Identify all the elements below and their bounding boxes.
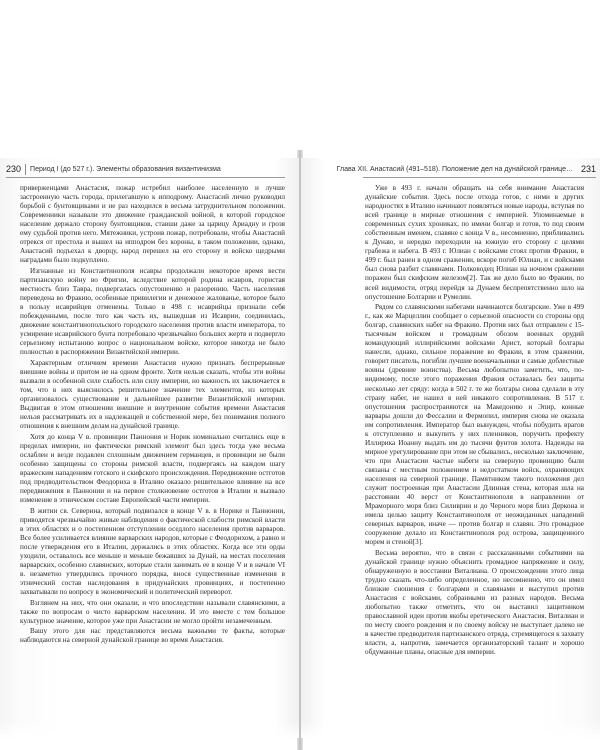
page-number-right: 231	[580, 164, 596, 174]
paragraph: Взглянем на них, что они оказали, и что впоследствии называли славянскими, а также по вопросам о чисто варварском населении. И это вместе с тем большое культурное значение, которое уже при Анастасии не могло пройти незамеченным.	[20, 598, 285, 625]
header-separator	[25, 164, 26, 175]
right-running-head-title: Глава XII. Анастасий (491–518). Положение дел на дунайской границе…	[336, 165, 573, 173]
paragraph: Весьма вероятно, что в связи с рассказанными событиями на дунайской границе нужно объяснить громадное напряжение и силу, обнаруженную в восстании Виталиана. О происхождении этого лица трудно сказать что-либо определенное, но несомненно, что он имел близкие сношения с болгарами и славянами и выступил против Анастасия с войсками, собранными из разных народов. Весьма любопытно также отметить, что он выставил защитником православной идеи против якобы еретического Анастасия. Виталиан и по месту своего рождения и по своему войску не выступает далеко не в качестве предводителя партизанского отряда, стремящегося к захвату власти, а, напротив, замечается организаторский талант и хорошо обдуманные планы, опасные для империи.	[365, 548, 584, 657]
paragraph: Уже в 493 г. начали обращать на себя внимание Анастасия дунайские события. Здесь после отхода готов, с ними в других народностях в Италию начинают появляться новые народы, вступая по всей границе в мирные отношения с империей. Упоминаемые в современных сухих хрониках, по имени болгар и готов, то под своим собственным именем, славяне с конца V в., несомненно, прибливались к Дунаю, и нередко переходили на южную его сторону с целями грабежа и набега. В 493 г. Юлиан с войсками стоял против Фракии, в 499 г. был ранен в одном сражении, вскоре погиб Юлиан, и с войсками был снова разбит славянами. Полководец Юлиан на ночном сражении поражен был скифским железом[2]. Так же дело было во Фракии, по всей видимости, отряд перейдя за Дунаем беспрепятственно шло на опустошение Болгарии и Румелии.	[365, 184, 584, 301]
left-running-head-title: Период I (до 527 г.). Элементы образования византинизма	[30, 165, 221, 173]
paragraph: Рядом со славянскими набегами начинаются болгарские. Уже в 499 г., как же Марцеллин сообщает о серьезной опасности со стороны орд болгар, славянских набег на Фракию. Против них был отправлен с 15-тысячным войском и громадным обозом военных орудий командующий иллирийскими войсками Арист, который болгары нанесли, однако, сильное поражение во Фракии, в этом сражении, говорит писатель, погибли лучшие военачальники и самые доблестные воины (древние воинства). Весьма любопытно заметить, что, по-видимому, после этого поражения Фракия оставалась без защиты несколько лет сряду: когда в 502 г. те же болгары снова сделали в эту страну набег, не нашел в ней никакого сопротивления. В 517 г. опустошения распространяются на Македонию и Эпир, конные варвары дошли до Фессалии и Фермопил, империя снова не оказала им сопротивления. Император был вынужден, чтобы побудить врагов к отступлению и выкупить у них пленников, поручить префекту Иллирика Иоанну выдать им до тысячи фунтов золота. Надежды на мирное урегулирование при этом не сбывались, несколько заключение, что при Анастасии частые набеги на северную провинцию были связаны с местным положением и недостатком войск, охраняющих населения на северной границе. Памятником такого положения дел служит построенная при Анастасии Длинная стена, которая шла на расстоянии 40 верст от Константинополя в направлении от Мраморного моря близ Силиврии и до Черного моря близ Деркона и имела целью защиту Константинополя от неожиданных нападений северных варваров, иначе — против болгар и славян. Это громадное сооружение делало из Константинополя род острова, защищенного морем и стеной[3].	[365, 303, 584, 547]
paragraph: Характерным отличием времени Анастасия нужно признать беспрерывные внешние войны и притом не на одном фронте. Хотя нельзя сказать, чтобы эти войны вызвали в особенной силе слабость или силу империи, но важность их заключается в том, что в них выяснилось решительное значение тех элементов, из которых организовалось существование и дальнейшее развитие Византийской империи. Выдвигая в этом отношении внешние и внутренние события времени Анастасия нельзя рассматривать их в надлежащей и собственной мере, без понимания полного отношения к внешним делам на дунайской границе.	[20, 358, 285, 431]
left-page-body	[20, 184, 285, 647]
paragraph: В житии св. Северина, который подвизался в конце V в. в Норике и Паннонии, приводятся чрезвычайно живые наблюдения о фактической слабости римской власти в этих областях и о постепенном отступлении оседлого населения против варваров. Все более усиливается влияние варварских народов, которые с Феодорихом, а равно и после утверждения его в Италии, держались в этих областях. Когда все эти орды уходили, оставалось все меньше и меньше бежавших за Дунай, на местах поселения варварских, особенно славянских, которые стали занимать ее в конце V и в начале VI в. незаметно утвердились прочного порядка, внося существенные изменения в этнический состав наследования в придунайских провинциях, и постепенно захватывали по вопросу в экономический и политический переворот.	[20, 506, 285, 597]
paragraph: Вашу этого для нас представляются весьма важными те факты, которые наблюдаются на северной дунайской границе во время Анастасия.	[20, 627, 285, 645]
paragraph: Изгнанные из Константинополя исавры продолжали некоторое время вести партизанскую войну во Фригии, вследствие которой родина исавров, гористая местность близ Тавра, подвергалась опустошению и разорению. Часть населения переведена во Фракию, особенные привилегии и денежное жалованье, которое было в пользу исаврийцев отменены. Только в 498 г. исаврийцы признали себя побежденными, после того как часть их, вышедшая из Исаврии, соединилась, движение константинопольского городского населения против власти императора, то усмирение исаврийского бунта потребовало чрезвычайно больших жертв и подвергло серьезному испытанию вопрос о национальном войске, которое никогда не было полностью в распоряжении Византийской империи.	[20, 266, 285, 357]
header-rule	[6, 177, 285, 178]
page-bottom-edge	[0, 720, 299, 738]
page-bottom-edge	[301, 720, 600, 738]
paragraph: приверженцами Анастасия, пожар истребил наиболее населенную и лучше застроенную часть города, прилегавшую к ипподрому. Анастасий лично руководил борьбой с бунтовщиками и не раз находился в весьма затруднительном положении. Современники называли это движение гражданской войной, в которой городское население держало сторону бунтовщиков, ставши даже за царицу Ариадну и грозя ему судьбой против него. Мятежники, устроив пожар, потребовали, чтобы Анастасий отрекся от престола и вышел на ипподром без короны, в таком положении, однако, Анастасий подъехал к дворцу, народ перешел на его сторону и войско щедрыми наградами было подкуплено.	[20, 184, 285, 265]
left-running-head	[6, 162, 285, 176]
page-number-left: 230	[6, 164, 22, 174]
right-page	[301, 158, 600, 738]
left-page	[0, 158, 299, 738]
right-running-head	[336, 162, 596, 176]
right-page-body	[365, 184, 584, 659]
header-rule	[363, 177, 596, 178]
paragraph: Хотя до конца V в. провинции Паннония и Норик номинально считались еще в пределах империи, но фактически римский элемент был здесь тогда уже весьма ослаблен и везде подавлен сплошным движением германцев, и провинции не были особенно защищены со стороны римской власти, подвергаясь на каждом шагу вражеским нападениям готского и скифского происхождения. Передвижение остготов под предводительством Феодориха в Италию оказало решительное влияние на все передвижения в Паннонии и на первое столкновение остготов в Италии и вызвало изменение в этническом составе Европейской части империи.	[20, 432, 285, 505]
